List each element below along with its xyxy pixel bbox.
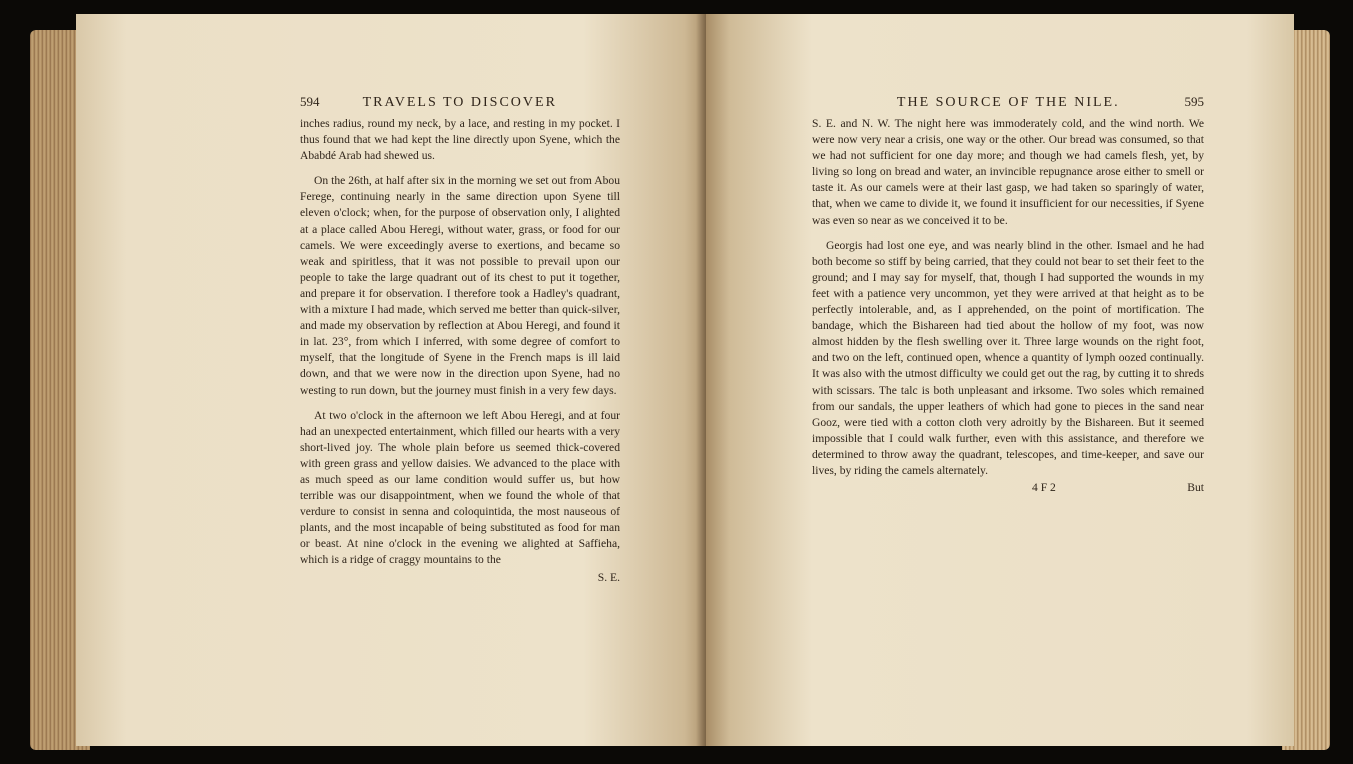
left-paragraph: At two o'clock in the afternoon we left Abou Heregi, and at four had an unexpected entertainment, which filled our hearts with a very short-lived joy. The whole plain before us seemed thick-covered with green grass and yellow daisies. We advanced to the place with as much speed as our lame condition would suffer us, but how terrible was our disappointment, when we found the whole of that verdure to consist in senna and coloquintida, the most nauseous of plants, and the most incapable of being substituted as food for man or beast. At nine o'clock in the evening we alighted at Saffieha, which is a ridge of craggy mountains to the — [300, 408, 620, 567]
left-footer — [300, 570, 620, 586]
right-running-head — [812, 94, 1204, 114]
open-book — [30, 10, 1330, 755]
left-folio: 594 — [300, 94, 320, 109]
right-footer — [812, 480, 1204, 496]
right-body-text — [812, 116, 1204, 479]
left-paragraph: On the 26th, at half after six in the morning we set out from Abou Ferege, continuing nearly in the same direction upon Syene till eleven o'clock; when, for the purpose of observation only, I alighted at a place called Abou Heregi, without water, grass, or food for our camels. We were exceedingly averse to exertions, and became so weak and spiritless, that it was not possible to prevail upon our people to take the large quadrant out of its chest to put it together, and prepare it for observation. I therefore took a Hadley's quadrant, with a mixture I had made, which served me better than quick-silver, and made my observation by reflection at Abou Heregi, and found it in lat. 23°, from which I inferred, with some degree of comfort to myself, that the longitude of Syene in the French maps is ill laid down, and that we were now in the direction upon Syene, had no westing to run down, but the journey must finish in a very few days. — [300, 174, 620, 397]
right-paragraph: S. E. and N. W. The night here was immoderately cold, and the wind north. We were now very near a crisis, one way or the other. Our bread was consumed, so that we had not sufficient for one day more; and though we had camels flesh, yet, by living so long on bread and water, an invincible repugnance arose either to smell or taste it. As our camels were at their last gasp, we had taken so sparingly of water, that, when we came to divide it, we found it insufficient for our necessities, if Syene was even so near as we conceived it to be. — [812, 117, 1204, 227]
left-catchword: S. E. — [597, 570, 620, 584]
left-running-head — [300, 94, 620, 114]
right-paragraph: Georgis had lost one eye, and was nearly blind in the other. Ismael and he had both become so stiff by being carried, that they could not bear to set their feet to the ground; and I may say for myself, that, though I had supported the wounds in my feet with a patience very uncommon, yet they were arrived at that height as to be perfectly intolerable, and, as I apprehended, on the point of mortification. The bandage, which the Bishareen had tied about the hollow of my foot, was now almost hidden by the flesh swelling over it. Three large wounds on the right foot, and two on the left, continued open, whence a quantity of lymph oozed continually. It was also with the utmost difficulty we could get out the rag, by cutting it to shreds with scissars. The talc is both unpleasant and irksome. Two soles which remained from our sandals, the upper leathers of which had gone to pieces in the sand near Gooz, were tied with a cotton cloth very adroitly by the Bishareen. But it seemed impossible that I could walk further, even with this assistance, and therefore we determined to throw away the quadrant, telescopes, and time-keeper, and save our lives, by riding the camels alternately. — [812, 238, 1204, 477]
left-paragraph: inches radius, round my neck, by a lace, and resting in my pocket. I thus found that we had kept the line directly upon Syene, which the Ababdé Arab had shewed us. — [300, 117, 620, 163]
signature-mark: 4 F 2 — [1032, 481, 1056, 495]
left-body-text — [300, 116, 620, 569]
right-folio: 595 — [1184, 94, 1204, 109]
left-page — [76, 14, 710, 746]
right-running-title: THE SOURCE OF THE NILE. — [896, 95, 1120, 110]
right-catchword: But — [1187, 481, 1204, 495]
right-page — [706, 14, 1294, 746]
left-running-title: TRAVELS TO DISCOVER — [362, 95, 557, 110]
